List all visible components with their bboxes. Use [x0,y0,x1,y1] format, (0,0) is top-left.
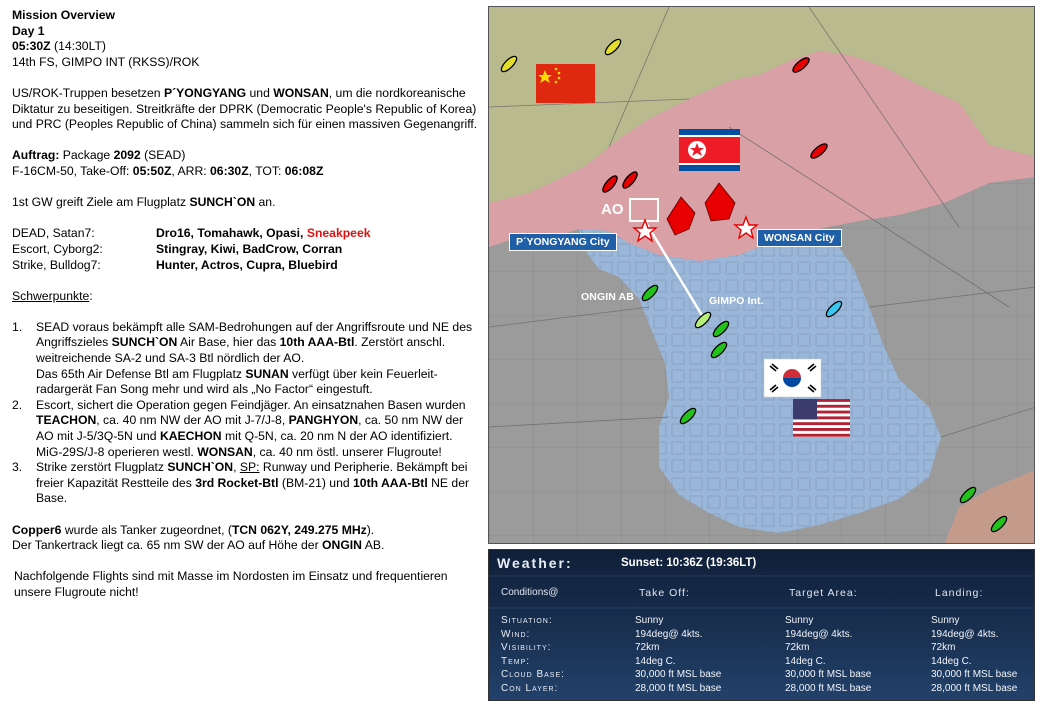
schwerpunkte-label: Schwerpunkte [12,288,90,303]
auftrag-label: Auftrag: [12,148,60,163]
text-run: TEACHON [36,413,97,428]
text-run: , [233,460,240,475]
weather-cell: 30,000 ft MSL base [785,669,872,681]
text-run: MiG-29S/J-8 operieren westl. [36,444,198,459]
text-run: Escort, sichert die Operation gegen Feindjäger. An einsatznahen Basen wurden [36,397,466,412]
text-run: PANGHYON [288,413,359,428]
text-run: Air Base, hier das [177,335,280,350]
ao-label: AO [601,201,624,218]
text-run: 06:08Z [284,163,324,178]
weather-cell: 30,000 ft MSL base [635,669,722,681]
flight-row [12,226,482,242]
tanker-line-1 [12,523,482,539]
text-run: SUNCH`ON [189,195,256,210]
text-run: 10th AAA-Btl [353,475,428,490]
weather-cell: 28,000 ft MSL base [785,683,872,694]
text-run: , ca. 50 nm NW der AO mit J-5/3Q-5N und [36,413,464,444]
weather-cell: 194deg@ 4kts. [785,628,853,640]
text-run: mit Q-5N, ca. 20 nm N der AO identifiziert. [221,429,453,444]
text-run: und [246,85,274,100]
weather-row-label: Cloud Base: [501,669,565,681]
text-run: 10th AAA-Btl [279,335,355,350]
text-run: . Zerstört anschl. weitreichende SA-2 und SA-3 Btl nördlich der AO. [36,335,446,366]
mission-time-zulu: 05:30Z [12,39,51,54]
flight-member-highlight: Sneakpeek [306,226,371,241]
text-run: ONGIN [322,538,362,553]
item-number: 2. [12,397,23,412]
weather-row-label: Con Layer: [501,683,559,694]
text-run: verfügt über kein Feuerleit-radargerät Fan Song mehr und wird als „No Factor“ eingestuft. [36,366,438,397]
text-run: F-16CM-50, Take-Off: [12,163,133,178]
text-run: Der Tankertrack liegt ca. 65 nm SW der AO auf Höhe der [12,538,323,553]
flight-members: Stingray, Kiwi, BadCrow, Corran [156,241,343,256]
gimpo-label: GIMPO Int. [709,295,764,307]
weather-row-label: Wind: [501,628,531,640]
text-run: 05:50Z [132,163,172,178]
weather-cell: 194deg@ 4kts. [931,628,999,640]
text-run: , um die nordkoreanische Diktatur zu beseitigen. Streitkräfte der DPRK (Democratic People's Republic of Korea) und PRC (Peoples Republic of China) sammeln sich für einen massiven Gegenangriff. [12,85,478,132]
mission-time [12,39,482,55]
text-run: , ca. 40 nm NW der AO mit J-7/J-8, [96,413,289,428]
col-take-off: Take Off: [639,587,690,599]
text-run: , TOT: [248,163,285,178]
mission-unit: 14th FS, GIMPO INT (RKSS)/ROK [12,54,200,69]
item-extra-text [36,445,482,461]
auftrag-line [12,148,482,164]
flight-row [12,258,482,274]
weather-cell: 72km [635,642,660,654]
weather-cell: 14deg C. [931,655,972,667]
gw-line [12,195,482,211]
text-run: (BM-21) und [278,475,354,490]
pyongyang-city-label[interactable]: P´YONGYANG City [509,233,617,251]
mission-time-local: (14:30LT) [50,39,106,54]
text-run: WONSAN [273,85,329,100]
mission-day: Day 1 [12,23,45,38]
text-run: AB. [361,538,385,553]
item-number: 1. [12,319,23,334]
text-run: , ARR: [171,163,211,178]
text-run: Das 65th Air Defense Btl am Flugplatz [36,366,246,381]
text-run: Strike zerstört Flugplatz [36,460,168,475]
text-run: US/ROK-Truppen besetzen [12,85,164,100]
text-run: ). [366,522,375,537]
us-flag-icon [793,399,850,437]
south-korea-flag-icon [764,359,821,397]
col-target-area: Target Area: [789,587,858,599]
flight-role: Strike, Bulldog7: [12,257,101,272]
text-run: WONSAN [197,444,253,459]
weather-cell: Sunny [931,615,960,626]
mission-briefing [12,8,482,601]
weather-row-label: Visibility: [501,642,552,654]
weather-cell: 194deg@ 4kts. [635,628,703,640]
conditions-label: Conditions@ [501,587,559,598]
text-run: P´YONGYANG [163,85,247,100]
item-extra-text [36,367,482,398]
schwerpunkte-colon: : [89,288,93,303]
tanker-line-2 [12,538,482,554]
weather-cell: 28,000 ft MSL base [931,683,1018,694]
flight-role: DEAD, Satan7: [12,226,95,241]
flight-times-line [12,164,482,180]
item-text [36,320,482,367]
text-run: 06:30Z [210,163,249,178]
text-run: NE der Base. [36,475,470,506]
weather-title: Weather: [497,555,573,571]
text-run: wurde als Tanker zugeordnet, ( [61,522,232,537]
weather-cell: 28,000 ft MSL base [635,683,722,694]
flight-members: Hunter, Actros, Cupra, Bluebird [156,257,338,272]
text-run: KAECHON [159,429,222,444]
weather-cell: 14deg C. [785,655,826,667]
flight-role: Escort, Cyborg2: [12,241,103,256]
weather-cell: 30,000 ft MSL base [931,669,1018,681]
ongin-ab-label: ONGIN AB [581,291,634,303]
wonsan-city-label[interactable]: WONSAN City [757,229,842,247]
situation-intro [12,86,482,133]
col-landing: Landing: [935,587,984,599]
weather-cell: Sunny [635,615,664,626]
text-run: 1st GW greift Ziele am Flugplatz [12,195,190,210]
auftrag-type: (SEAD) [140,148,186,163]
weather-panel [488,549,1035,701]
text-run: TCN 062Y, 249.275 MHz [231,522,367,537]
map-canvas [489,7,1035,544]
item-text [36,398,482,445]
text-run: an. [255,195,276,210]
footer-note: Nachfolgende Flights sind mit Masse im Nordosten im Einsatz und frequentieren unsere Flugroute nicht! [14,569,448,599]
schwerpunkt-item [12,398,482,460]
text-run: , ca. 40 nm östl. unserer Flugroute! [252,444,442,459]
weather-cell: 14deg C. [635,655,676,667]
theater-map[interactable] [488,6,1035,544]
auftrag-package: Package [59,148,114,163]
china-flag-icon [536,64,595,103]
north-korea-flag-icon [679,129,740,171]
weather-row-label: Temp: [501,655,531,667]
weather-row-label: Situation: [501,615,553,626]
text-run: Runway und Peripherie. Bekämpft bei freier Kapazität Restteile des [36,460,468,490]
text-run: 3rd Rocket-Btl [195,475,279,490]
item-text [36,460,482,507]
weather-cell: Sunny [785,615,814,626]
weather-cell: 72km [931,642,956,654]
auftrag-package-number: 2092 [113,148,141,163]
text-run: SEAD voraus bekämpft alle SAM-Bedrohungen auf der Angriffsroute und NE des Angriffszieles [36,319,473,350]
text-run: SUNCH`ON [111,335,178,350]
flight-members: Dro16, Tomahawk, Opasi, Sneakpeek [156,226,371,241]
text-run: SP: [239,460,260,475]
text-run: SUNCH`ON [167,460,234,475]
flight-row [12,242,482,258]
flight-roster [12,226,482,273]
schwerpunkt-item [12,320,482,398]
mission-title: Mission Overview [12,8,115,22]
schwerpunkte-heading [12,289,482,305]
schwerpunkte-list [12,320,482,507]
sunset-time: Sunset: 10:36Z (19:36LT) [621,557,757,569]
item-number: 3. [12,460,23,475]
text-run: SUNAN [245,366,289,381]
weather-cell: 72km [785,642,810,654]
text-run: Copper6 [12,522,62,537]
schwerpunkt-item [12,460,482,507]
